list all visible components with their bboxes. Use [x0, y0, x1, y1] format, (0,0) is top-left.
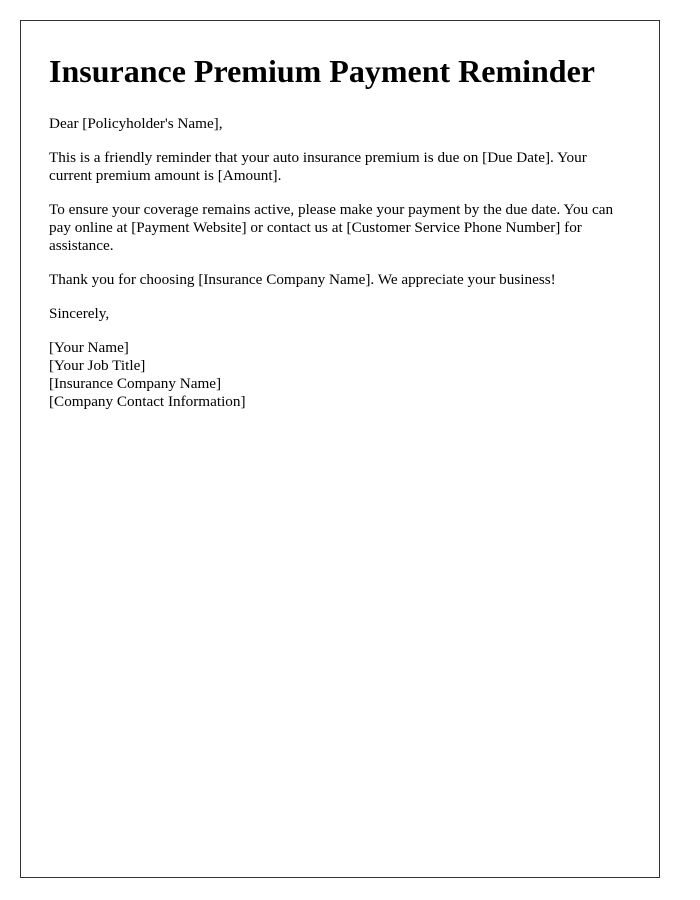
signature-name: [Your Name] [49, 339, 129, 356]
signature-company: [Insurance Company Name] [49, 375, 222, 392]
signature-contact: [Company Contact Information] [49, 393, 246, 410]
body-paragraph-payment: To ensure your coverage remains active, please make your payment by the due date. You can pay online at [Payment Website] or contact us at [Customer Service Phone Number] for assistance. [49, 201, 614, 254]
letter-title: Insurance Premium Payment Reminder [49, 53, 595, 89]
signature-job-title: [Your Job Title] [49, 357, 146, 374]
letter-page [20, 20, 660, 878]
signature-block [49, 339, 631, 411]
body-paragraph-thanks: Thank you for choosing [Insurance Company Name]. We appreciate your business! [49, 271, 556, 288]
salutation: Dear [Policyholder's Name], [49, 115, 223, 132]
body-paragraph-reminder: This is a friendly reminder that your auto insurance premium is due on [Due Date]. Your current premium amount is [Amount]. [49, 149, 587, 184]
closing: Sincerely, [49, 305, 110, 322]
